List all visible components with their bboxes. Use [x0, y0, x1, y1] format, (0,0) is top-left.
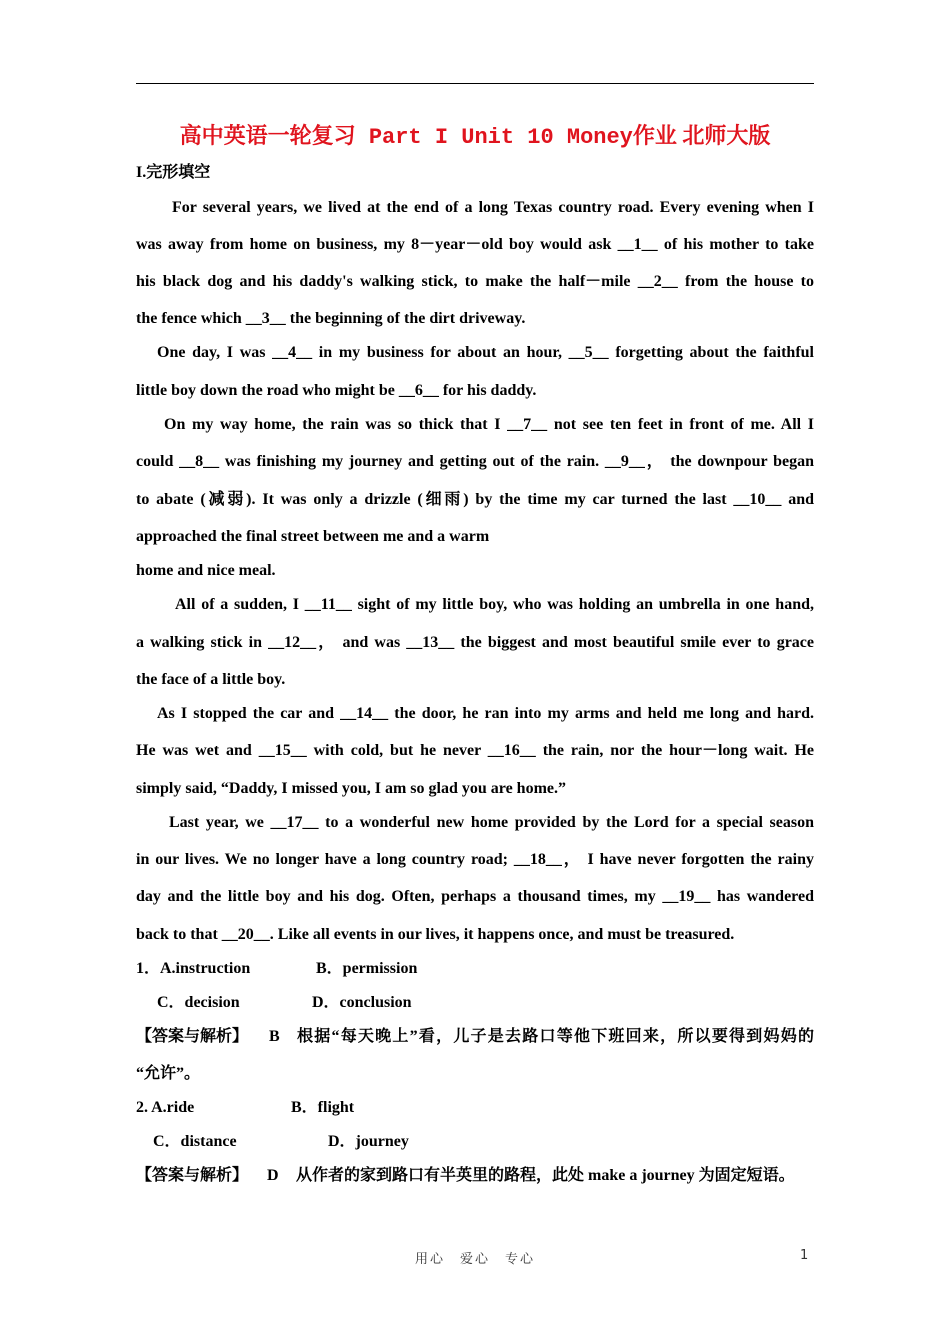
passage-line: He was wet and __15__ with cold, but he never __16__ the rain, nor the hour－long wait. He	[136, 742, 815, 759]
passage-line: the face of a little boy.	[136, 671, 286, 688]
passage-line: was away from home on business, my 8－year－old boy would ask __1__ of his mother to take	[136, 236, 815, 253]
title-en: Part I Unit 10 Money	[368, 125, 633, 150]
question-1-explanation-cont: “允许”。	[136, 1065, 201, 1082]
passage-line: As I stopped the car and __14__ the door, he ran into my arms and held me long and hard.	[157, 705, 814, 722]
passage-line: All of a sudden, I __11__ sight of my little boy, who was holding an umbrella in one hand,	[175, 596, 814, 613]
page-footer: 用心 爱心 专心	[414, 1252, 535, 1267]
question-2-option-d: D．journey	[328, 1133, 409, 1150]
question-1-answer-label: 【答案与解析】	[136, 1028, 249, 1045]
passage-line: simply said, “Daddy, I missed you, I am so glad you are home.”	[136, 780, 566, 797]
passage-line: could __8__ was finishing my journey and getting out of the rain. __9__， the downpour began	[136, 453, 814, 470]
question-2-answer-label: 【答案与解析】	[136, 1167, 249, 1184]
passage-line: a walking stick in __12__， and was __13__ the biggest and most beautiful smile ever to grace	[136, 634, 814, 651]
passage-line: On my way home, the rain was so thick that I __7__ not see ten feet in front of me. All I	[164, 416, 814, 433]
passage-line: the fence which __3__ the beginning of the dirt driveway.	[136, 310, 526, 327]
question-2-option-c: C．distance	[153, 1133, 237, 1150]
question-2-answer-letter: D	[267, 1167, 279, 1184]
passage-line: to abate (减弱). It was only a drizzle (细雨) by the time my car turned the last __10__ and	[136, 491, 814, 508]
question-1-explanation: 根据“每天晚上”看，儿子是去路口等他下班回来，所以要得到妈妈的	[297, 1028, 814, 1045]
title-cn-start: 高中英语一轮复习	[179, 123, 356, 148]
question-1-option-c: C．decision	[157, 994, 240, 1011]
passage-line: home and nice meal.	[136, 562, 276, 579]
question-1-option-d: D．conclusion	[312, 994, 412, 1011]
passage-line: back to that __20__. Like all events in our lives, it happens once, and must be treasured.	[136, 926, 735, 943]
question-1-answer-letter: B	[269, 1028, 280, 1045]
passage-line: For several years, we lived at the end of a long Texas country road. Every evening when I	[172, 199, 814, 216]
page-number: 1	[800, 1248, 809, 1263]
passage-line: day and the little boy and his dog. Often, perhaps a thousand times, my __19__ has wandered	[136, 888, 814, 905]
section-heading: I.完形填空	[136, 164, 211, 181]
question-2-option-a: 2. A.ride	[136, 1099, 195, 1116]
header-rule	[136, 83, 814, 84]
question-2-option-b: B．flight	[291, 1099, 355, 1116]
passage-line: Last year, we __17__ to a wonderful new home provided by the Lord for a special season	[169, 814, 814, 831]
passage-line: One day, I was __4__ in my business for about an hour, __5__ forgetting about the faithful	[157, 344, 814, 361]
passage-line: in our lives. We no longer have a long country road; __18__， I have never forgotten the rainy	[136, 851, 814, 868]
passage-line: approached the final street between me and a warm	[136, 528, 490, 545]
question-1-option-b: B．permission	[316, 960, 418, 977]
question-2-explanation: 从作者的家到路口有半英里的路程，此处 make a journey 为固定短语。	[296, 1167, 795, 1184]
question-1-option-a: 1．A.instruction	[136, 960, 251, 977]
page-title	[136, 120, 814, 154]
passage-line: little boy down the road who might be __6__ for his daddy.	[136, 382, 537, 399]
passage-line: his black dog and his daddy's walking stick, to make the half－mile __2__ from the house to	[136, 273, 814, 290]
title-cn-end: 作业 北师大版	[632, 123, 771, 148]
